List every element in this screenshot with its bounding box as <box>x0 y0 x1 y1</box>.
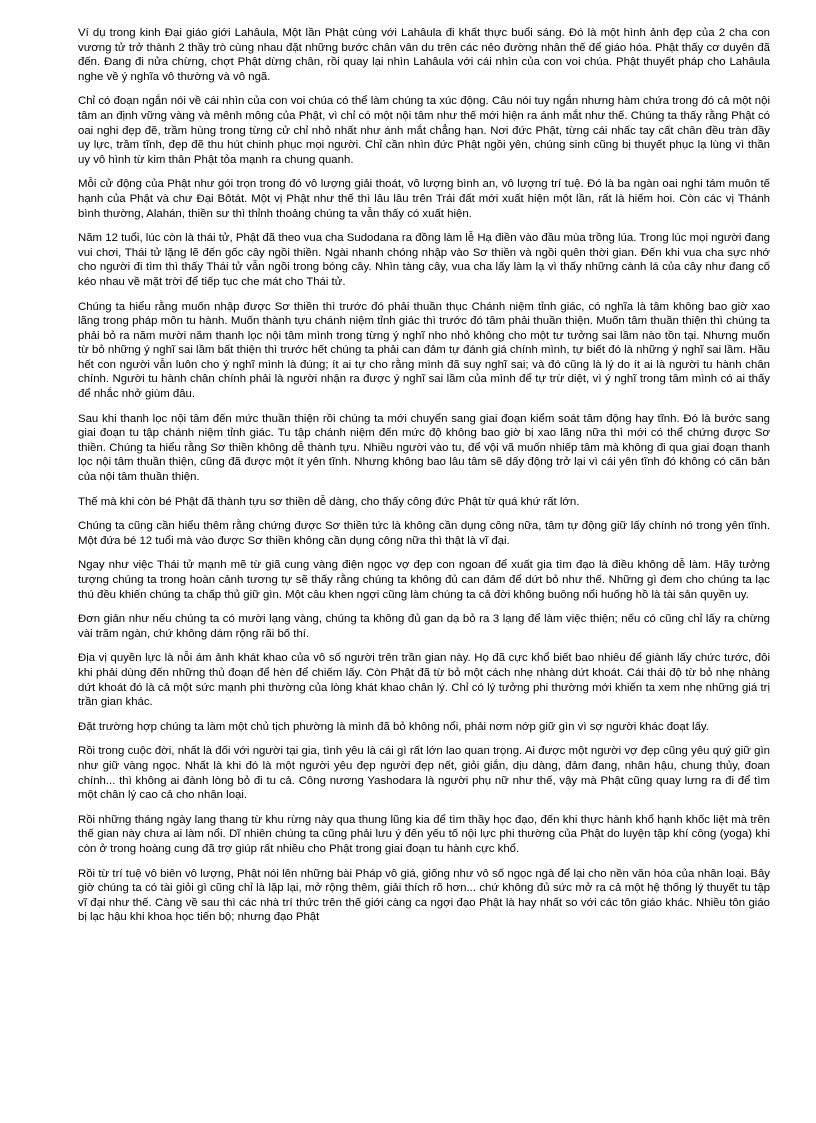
paragraph-4: Năm 12 tuổi, lúc còn là thái tử, Phật đã theo vua cha Sudodana ra đồng làm lễ Hạ điền vào đầu mùa trồng lúa. Trong lúc mọi người đang vui chơi, Thái tử lặng lẽ đến gốc cây ngồi thiền. Ngài nhanh chóng nhập vào Sơ thiền và ngồi quên thời gian. Đến khi vua cha sực nhớ cho người đi tìm thì thấy Thái tử vẫn ngồi trong bóng cây. Nhìn tàng cây, vua cha lấy làm lạ vì thấy những cành lá của cây như đang cố kéo nhau về mặt trời để tiếp tục che mát cho Thái tử. <box>78 232 770 288</box>
document-page <box>78 26 770 935</box>
paragraph-8: Chúng ta cũng cần hiểu thêm rằng chứng được Sơ thiền tức là không cần dụng công nữa, tâm tự động giữ lấy chính nó trong yên tĩnh. Một đứa bé 12 tuổi mà vào được Sơ thiền không cần dụng công nữa thì thật là vĩ đại. <box>78 520 770 547</box>
paragraph-15: Rồi từ trí tuệ vô biên vô lượng, Phật nói lên những bài Pháp vô giá, giống như vô số ngọc ngà để lại cho nền văn hóa của nhân loại. Bây giờ chúng ta có tài giỏi gì cũng chỉ là lặp lại, mở rộng thêm, giải thích rõ hơn... chứ không đủ sức mở ra cả một hệ thống lý thuyết tu tập vĩ đại như thế. Càng về sau thì các nhà trí thức trên thế giới càng ca ngợi đạo Phật là hay nhất so với các tôn giáo khác. Nhiều tôn giáo bị lạc hậu khi khoa học tiến bộ; nhưng đạo Phật <box>78 867 770 924</box>
paragraph-2: Chỉ có đoạn ngắn nói về cái nhìn của con voi chúa có thể làm chúng ta xúc động. Câu nói tuy ngắn nhưng hàm chứa trong đó cả một nội tâm an định vững vàng và mênh mông của Phật, vì chỉ có một nội tâm như thế mới hiện ra ánh mắt như thế. Chúng ta thấy rằng Phật có oai nghi đẹp đẽ, trầm hùng trong từng cử chỉ nhỏ nhất như ánh mắt chẳng hạn. Nơi đức Phật, từng cái nhấc tay cất chân đều tràn đầy uy lực, trầm tĩnh, đẹp đẽ thu hút chinh phục mọi người. Chỉ cần nhìn đức Phật ngồi yên, chúng sinh cũng bị thuyết phục lạ lùng vì thần uy vô hình từ kim thân Phật tỏa mạnh ra chung quanh. <box>78 95 770 166</box>
paragraph-12: Đặt trường hợp chúng ta làm một chủ tịch phường là mình đã bỏ không nổi, phải nơm nớp giữ gìn vì sợ người khác đoạt lấy. <box>78 720 709 733</box>
paragraph-3: Mỗi cử động của Phật như gói trọn trong đó vô lượng giải thoát, vô lượng bình an, vô lượng trí tuệ. Đó là ba ngàn oai nghi tám muôn tế hạnh của Phật và chư Đại Bôtát. Một vị Phật như thế thì lâu lâu trên Trái đất mới xuất hiện một lần, rất là hiếm hoi. Còn các vị Thánh bình thường, Alahán, thiền sư thì thỉnh thoảng chúng ta vẫn thấy có xuất hiện. <box>78 178 770 220</box>
paragraph-1: Ví dụ trong kinh Đại giáo giới Lahâula, Một lần Phật cùng với Lahâula đi khất thực buổi sáng. Đó là một hình ảnh đẹp của 2 cha con vương tử trở thành 2 thầy trò cùng nhau đặt những bước chân vân du trên các nẻo đường nhân thế để giáo hóa. Phật thấy cơ duyên đã đến. Đang đi nửa chừng, chợt Phật dừng chân, rồi quay lại nhìn Lahâula với cái nhìn của con voi chúa. Phật thuyết pháp cho Lahâula nghe về ý nghĩa vô thường và vô ngã. <box>78 27 770 83</box>
paragraph-9: Ngay như việc Thái tử mạnh mẽ từ giã cung vàng điện ngọc vợ đẹp con ngoan để xuất gia tìm đạo là điều không dễ làm. Hãy tưởng tượng chúng ta trong hoàn cảnh tương tự sẽ thấy rằng chúng ta không đủ can đảm để dứt bỏ như thế. Những gì đem cho chúng ta lạc thú đều khiến chúng ta chấp thủ giữ gìn. Một câu khen ngợi cũng làm chúng ta cả đời không buông nổi huống hồ là tài sản quyền uy. <box>78 559 770 601</box>
paragraph-14: Rồi những tháng ngày lang thang từ khu rừng này qua thung lũng kia để tìm thầy học đạo, đến khi thực hành khổ hạnh khốc liệt mà trên thế gian này chưa ai làm nổi. Dĩ nhiên chúng ta cũng phải lưu ý đến yếu tố nội lực phi thường của Phật do luyện tập khí công (yoga) khi còn ở trong hoàng cung đã trợ giúp rất nhiều cho Phật trong giai đoạn tu hành cực khổ. <box>78 813 770 855</box>
paragraph-5: Chúng ta hiểu rằng muốn nhập được Sơ thiền thì trước đó phải thuần thục Chánh niệm tỉnh giác, có nghĩa là tâm không bao giờ xao lãng trong pháp môn tu hành. Muốn thành tựu chánh niệm tỉnh giác thì trước đó tâm phải thuần thiện. Muốn tâm thuần thiện thì chúng ta phải bỏ ra năm mười năm thanh lọc nội tâm mình trong từng ý nghĩ nho nhỏ không cho một tư tưởng sai lầm nào tồn tại. Nhưng muốn từ bỏ những ý nghĩ sai lầm bất thiện thì trước hết chúng ta phải can đảm tự đánh giá chính mình, tự biết đó là những ý nghĩ sai lầm. Hầu hết con người vẫn luôn cho ý nghĩ mình là đúng; ít ai tự cho rằng mình đã suy nghĩ sai; và đó cũng là lý do ít ai là người tu hành chân chính. Người tu hành chân chính phải là người nhận ra được ý nghĩ sai lầm của mình để tự trừ diệt, vì ý nghĩ trong tâm mình có ai thấy để nhắc nhở giùm đâu. <box>78 300 770 401</box>
paragraph-13: Rồi trong cuộc đời, nhất là đối với người tại gia, tình yêu là cái gì rất lớn lao quan trọng. Ai được một người vợ đẹp cũng yêu quý giữ gìn như giữ vàng ngọc. Nhất là khi đó là một người yêu đẹp người đẹp nết, giỏi giắn, dịu dàng, đảm đang, nhân hậu, chung thủy, đoan chính... thì không ai đành lòng bỏ đi tu cả. Công nương Yashodara là người phụ nữ như thế, vậy mà Phật cũng quay lưng ra đi để tìm một chân lý cao cả cho nhân loại. <box>78 745 770 802</box>
paragraph-7: Thế mà khi còn bé Phật đã thành tựu sơ thiền dễ dàng, cho thấy công đức Phật từ quá khứ rất lớn. <box>78 495 580 508</box>
paragraph-10: Đơn giản như nếu chúng ta có mười lạng vàng, chúng ta không đủ gan dạ bỏ ra 3 lạng để làm việc thiện; nếu có cũng chỉ lấy ra chừng vài trăm ngàn, chứ không dám rộng rãi bố thí. <box>78 613 770 640</box>
paragraph-6: Sau khi thanh lọc nội tâm đến mức thuần thiện rồi chúng ta mới chuyển sang giai đoạn kiểm soát tâm động hay tĩnh. Đó là bước sang giai đoạn tu tập chánh niệm tỉnh giác. Tu tập chánh niệm đến mức độ không bao giờ bị xao lãng nữa thì mới có thể chứng được Sơ thiền. Chúng ta hiểu rằng Sơ thiền không dễ thành tựu. Nhiều người vào tu, để vội vã muốn nhiếp tâm mà không đi qua giai đoạn thanh lọc nội tâm thuần thiện, cũng đã được một ít yên tĩnh. Nhưng không bao lâu tâm sẽ dấy động trở lại vì cái yên tĩnh đó không có căn bản của nội tâm thuần thiện. <box>78 412 770 484</box>
paragraph-11: Địa vị quyền lực là nỗi ám ảnh khát khao của vô số người trên trần gian này. Họ đã cực khổ biết bao nhiêu để giành lấy chức tước, đôi khi phải dùng đến những thủ đoạn để hèn để chiếm lấy. Còn Phật đã từ bỏ một cách nhẹ nhàng dứt khoát. Cái thái độ từ bỏ nhẹ nhàng dứt khoát đó là cả một sức mạnh phi thường của lòng khát khao chân lý. Chỉ có lý tưởng phi thường mới khiến ta xem nhẹ những giá trị trần gian khác. <box>78 652 770 709</box>
